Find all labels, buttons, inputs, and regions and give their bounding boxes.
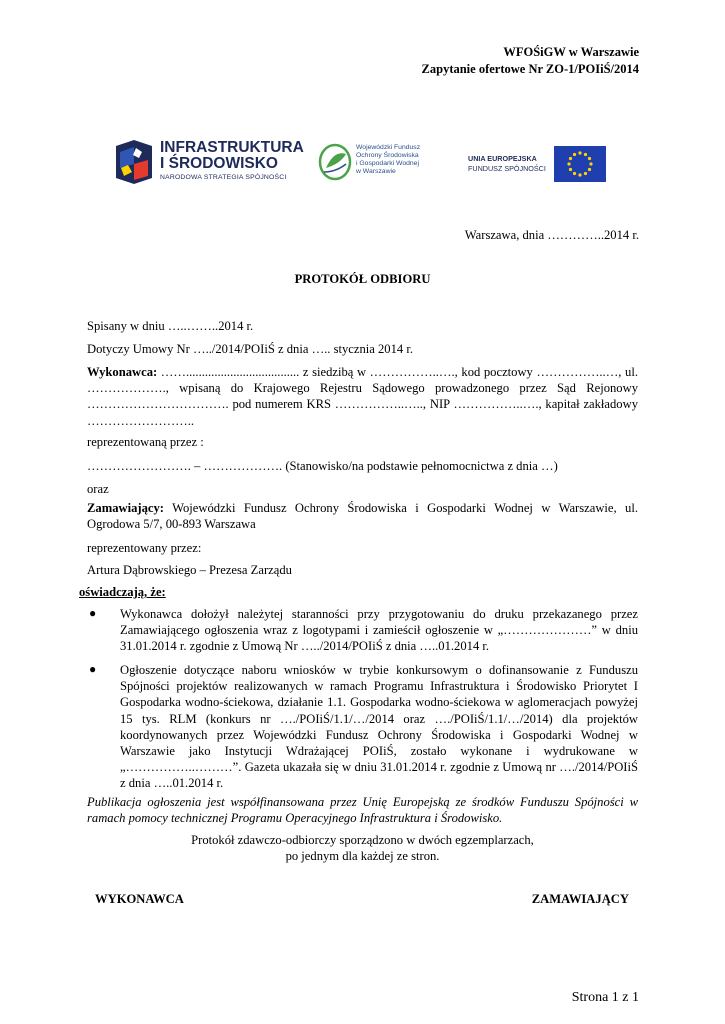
header-inquiry-number: Zapytanie ofertowe Nr ZO-1/POIiŚ/2014 bbox=[421, 62, 639, 76]
dotyczy-line: Dotyczy Umowy Nr …../2014/POIiŚ z dnia ….. stycznia 2014 r. bbox=[87, 342, 413, 356]
infrastruktura-emblem-icon bbox=[112, 138, 156, 186]
wfosigw-name bbox=[356, 144, 420, 176]
bullet-item bbox=[87, 662, 638, 792]
publikacja-note: Publikacja ogłoszenia jest współfinansowana przez Unię Europejską ze środków Funduszu Spójności w ramach pomocy technicznej Programu Operacyjnego Infrastruktura i Środowisko. bbox=[87, 795, 638, 826]
prezes-line: Artura Dąbrowskiego – Prezesa Zarządu bbox=[87, 563, 292, 577]
logo-bar bbox=[112, 132, 604, 192]
wykonawca-paragraph bbox=[87, 364, 638, 429]
eu-line1: UNIA EUROPEJSKA bbox=[468, 154, 537, 163]
eu-line2: FUNDUSZ SPÓJNOŚCI bbox=[468, 164, 546, 173]
infrastruktura-logo bbox=[112, 138, 304, 186]
wfosigw-name-line: Wojewódzki Fundusz bbox=[356, 144, 421, 151]
protokol-line1: Protokół zdawczo-odbiorczy sporządzono w dwóch egzemplarzach, bbox=[191, 833, 534, 847]
zamawiajacy-details: Wojewódzki Fundusz Ochrony Środowiska i Gospodarki Wodnej w Warszawie, ul. Ogrodowa 5/7, 00-893 Warszawa bbox=[87, 501, 638, 532]
document-header bbox=[422, 44, 639, 78]
wykonawca-details: …….................................... z siedzibą w ……………..…., kod pocztowy ……………..…, ul. ………………., wpisaną do Krajowego Rejestru Sądowego prowadzonego przez Sąd Rejonowy ……………………………. pod numerem KRS ……………..….., NIP ……………..…., kapitał zakładowy …………………….. bbox=[87, 365, 638, 428]
spisany-line: Spisany w dniu …..……..2014 r. bbox=[87, 319, 254, 333]
bullet-icon: ● bbox=[89, 662, 97, 676]
bullet-icon: ● bbox=[89, 606, 97, 620]
stanowisko-line: ……………………. – ………………. (Stanowisko/na podstawie pełnomocnictwa z dnia …) bbox=[87, 459, 558, 473]
reprezentowana-line: reprezentowaną przez : bbox=[87, 435, 204, 449]
infrastruktura-tagline: NARODOWA STRATEGIA SPÓJNOŚCI bbox=[160, 174, 287, 181]
bullet-text: Ogłoszenie dotyczące naboru wniosków w trybie konkursowym o dofinansowanie z Funduszu Spójności projektów realizowanych w ramach Programu Infrastruktura i Środowisko Priorytet I Gospodarka wodno-ściekowa, działanie 1.1. Gospodarka wodno-ściekowa w aglomeracjach powyżej 15 tys. RLM (konkurs nr …./POIiŚ/1.1/…/2014 oraz …./POIiŚ/1.1/…/2014) dla projektów koordynowanych przez Wojewódzki Fundusz Ochrony Środowiska i Gospodarki Wodnej w Warszawie jako Instytucji Wdrażającej POIiŚ, zostało wykonane i wydrukowane w „……………..………”. Gazeta ukazała się w dniu 31.01.2014 r. zgodnie z Umową nr …./2014/POIiŚ z dnia …..01.2014 r. bbox=[120, 663, 638, 791]
eu-logo bbox=[468, 146, 604, 184]
wfosigw-name-line: i Gospodarki Wodnej bbox=[356, 160, 419, 167]
oraz-line: oraz bbox=[87, 482, 109, 496]
protokol-note bbox=[87, 832, 638, 864]
infrastruktura-line1: INFRASTRUKTURA bbox=[160, 139, 304, 156]
wykonawca-label: Wykonawca: bbox=[87, 365, 158, 379]
bullet-item bbox=[87, 606, 638, 655]
signature-zamawiajacy: ZAMAWIAJĄCY bbox=[531, 892, 629, 906]
wfosigw-leaf-icon bbox=[318, 142, 352, 182]
protokol-line2: po jednym dla każdej ze stron. bbox=[285, 849, 440, 864]
oswiadczaja-heading bbox=[79, 584, 630, 600]
eu-flag-icon bbox=[554, 146, 606, 182]
zamawiajacy-paragraph bbox=[87, 500, 638, 532]
bullet-text: Wykonawca dołożył należytej staranności przy przygotowaniu do druku przekazanego przez Zamawiającego ogłoszenia wraz z logotypami i zamieścił ogłoszenie w „…………………” w dniu 31.01.2014 r. zgodnie z Umową Nr …../2014/POIiŚ z dnia …..01.2014 r. bbox=[120, 607, 638, 654]
signature-wykonawca: WYKONAWCA bbox=[95, 892, 184, 906]
infrastruktura-line2: I ŚRODOWISKO bbox=[160, 155, 278, 172]
zamawiajacy-label: Zamawiający: bbox=[87, 501, 164, 515]
infrastruktura-wordmark bbox=[160, 140, 304, 172]
eu-wordmark bbox=[468, 154, 546, 174]
header-organization: WFOŚiGW w Warszawie bbox=[503, 45, 639, 59]
wfosigw-logo bbox=[318, 142, 448, 182]
wfosigw-name-line: w Warszawie bbox=[356, 168, 396, 175]
wfosigw-name-line: Ochrony Środowiska bbox=[356, 152, 419, 159]
oswiadczaja-text: oświadczają, że: bbox=[79, 585, 166, 599]
page-number: Strona 1 z 1 bbox=[571, 990, 639, 1005]
reprezentowany-line: reprezentowany przez: bbox=[87, 541, 202, 555]
document-title: PROTOKÓŁ ODBIORU bbox=[294, 272, 431, 286]
document-date: Warszawa, dnia …………..2014 r. bbox=[464, 228, 639, 242]
